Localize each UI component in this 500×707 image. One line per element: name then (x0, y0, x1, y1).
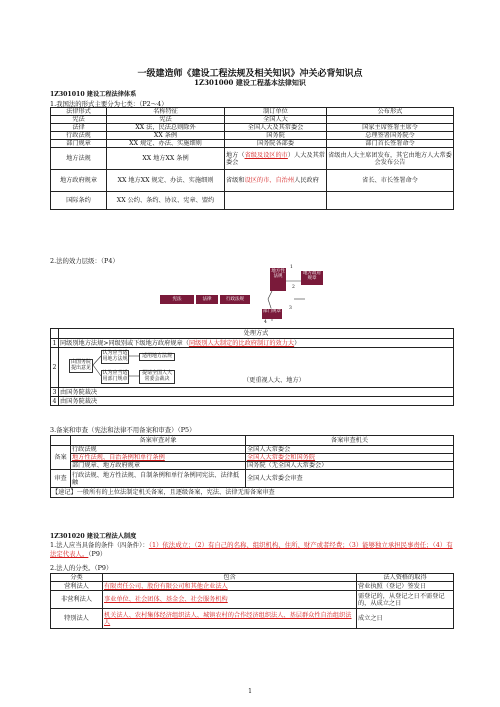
table-cell: 部门规章、地方政府规章 (71, 462, 246, 470)
diagram-box: 适用地方法规 (139, 353, 175, 361)
table-header: 制订单位 (225, 108, 327, 116)
hier-num-1: 1 (290, 265, 293, 270)
table-cell: 成立之日 (357, 609, 454, 629)
page-number: 1 (248, 688, 252, 695)
table-cell: 行政法规 (51, 132, 107, 140)
law-forms-table (50, 107, 454, 210)
red-highlight: （1）依法成立；（2）有自己的名称、组织机构、住所、财产或者经费；（3）能够独立承担民事责任；（4）有法定代表人。 (50, 541, 453, 558)
table-cell: 2 (51, 348, 59, 388)
table-cell: 1 (51, 339, 59, 348)
table-cell: 地方政府规章 (51, 170, 107, 192)
page-subtitle: 1Z301000 建设工程基本法律知识 (194, 78, 306, 87)
table-cell: 营利法人 (51, 582, 103, 591)
table-cell: 省长、市长签署命令 (327, 170, 454, 192)
table-cell (327, 192, 454, 210)
q-text: （P9） (88, 550, 107, 558)
diagram-box: 认为应当适用地方法规 (101, 350, 129, 364)
table-cell: 省级由人大主席团发布，其它由地方人大常委会发布公告 (327, 148, 454, 170)
table-cell (51, 329, 59, 339)
table-cell: 全国人大常委会审查 (246, 470, 454, 488)
question-1: 1.我国法的形式主要分为七类：（P2～4） (50, 100, 168, 108)
table-cell: 审查 (51, 470, 71, 488)
memo-note: 【速记】一般所有的上位法制定机关备案，且逐级备案，宪法、法律无需备案审查 (51, 488, 454, 498)
page-title: 一级建造师《建设工程法规及相关知识》冲关必背知识点 (137, 69, 363, 79)
table-cell: 省级和设区的市、自治州人民政府 (225, 170, 327, 192)
table-cell (225, 192, 327, 210)
table-cell: 特别法人 (51, 609, 103, 629)
table-cell: 全国人大常委会 (246, 446, 454, 454)
table-cell: 机关法人、农村集体经济组织法人、城镇农村的合作经济组织法人、基层群众性自治组织法人 (103, 609, 357, 629)
row-text: 同级别地方法规>同级别或下级地方政府规章（ (60, 339, 189, 347)
hier-local-gov-rule: 地方政府规章 (301, 271, 323, 285)
hier-law: 法律 (196, 295, 218, 304)
table-header: 备案审查机关 (246, 436, 454, 446)
hier-admin-reg: 行政法规 (220, 295, 250, 304)
table-cell: XX 法，民法总则除外 (107, 124, 225, 132)
table-cell: XX 规定、办法、实施细则 (107, 140, 225, 148)
hier-local-reg: 地方性法规 (270, 268, 286, 291)
conflict-handling-table (50, 328, 454, 406)
hier-constitution: 宪法 (160, 295, 194, 304)
table-cell: 国家主席签署主席令 (327, 124, 454, 132)
table-header: 包含 (103, 574, 357, 582)
table-cell: 由国务院裁决 (59, 397, 454, 406)
red-highlight: 设区的市、自治州 (244, 177, 295, 184)
table-cell: 国务院各部委 (225, 140, 327, 148)
section-heading-1: 1Z301010 建设工程法律体系 (50, 91, 137, 98)
table-cell: 3 (51, 388, 59, 397)
table-cell: 行政法规 (71, 446, 246, 454)
table-cell: XX 公约、条约、协议、宪章、盟约 (107, 192, 225, 210)
table-cell: 需登记的，从登记之日不需登记的，从成立之日 (357, 591, 454, 609)
table-cell: 部门首长签署命令 (327, 140, 454, 148)
hier-num-4: 4 (264, 320, 267, 325)
hier-num-3: 3 (289, 306, 292, 311)
table-cell: 宪法 (107, 116, 225, 124)
table-header: 法律形式 (51, 108, 107, 116)
table-cell: 非营利法人 (51, 591, 103, 609)
row-note: （更重视人大、地方） (243, 377, 305, 384)
legal-person-table (50, 573, 454, 629)
question-5: 2.法人的分类。（P9） (50, 564, 113, 572)
hier-num-2: 2 (292, 285, 295, 290)
table-cell: 地方（省级及设区的市）人大及其常委会 (225, 148, 327, 170)
section-heading-2: 1Z301020 建设工程法人制度 (50, 533, 137, 540)
table-header: 法人资格的取得 (357, 574, 454, 582)
table-cell: 备案 (51, 446, 71, 470)
hier-dept-rule: 部门规章 (262, 309, 282, 319)
table-header: 处理方式 (59, 329, 454, 339)
table-cell (59, 348, 454, 388)
table-cell: 4 (51, 397, 59, 406)
table-cell: 总理签署国务院令 (327, 132, 454, 140)
table-cell: 宪法 (51, 116, 107, 124)
table-header: 分类 (51, 574, 103, 582)
row-text: ） (294, 339, 301, 347)
filing-review-table (50, 435, 454, 498)
table-cell (327, 116, 454, 124)
question-4 (50, 541, 453, 559)
question-2: 2.法的效力层级：（P4） (50, 257, 119, 265)
diagram-box: 认为应当适用部门规章 (101, 370, 129, 384)
table-cell: 国务院 (225, 132, 327, 140)
table-cell: 国务院（无全国人大常委会） (246, 462, 454, 470)
q-text: 1.法人应当具备的条件（四条件）： (50, 541, 149, 549)
table-cell (51, 436, 71, 446)
table-header: 名称特征 (107, 108, 225, 116)
table-cell: XX 地方XX 条例 (107, 148, 225, 170)
question-3: 3.备案和审查（宪法和法律不用备案和审查）（P5） (50, 426, 196, 434)
table-cell (59, 339, 454, 348)
table-cell: 由国务院裁决 (59, 388, 454, 397)
table-cell: 国际条约 (51, 192, 107, 210)
table-cell: 全国人大及其常委会 (225, 124, 327, 132)
diagram-box: 提请全国人大常委会裁决 (139, 370, 175, 384)
diagram-arrows (59, 348, 189, 388)
red-highlight: 省级及设区的市 (244, 151, 288, 159)
table-cell: 地方性法规、自治条例和单行条例 (71, 454, 246, 462)
table-cell: 事业单位、社会团体、基金会、社会服务机构 (103, 591, 357, 609)
table-cell: 有限责任公司、股份有限公司和其他企业法人 (103, 582, 357, 591)
diagram-box: 由国务院提出意见 (69, 359, 93, 373)
table-header: 备案审查对象 (71, 436, 246, 446)
table-cell: 行政法规、地方性法规、自制条例和单行条例同宪法、法律抵触 (71, 470, 246, 488)
red-highlight: 同级别人大制定的比政府制订的效力大 (188, 339, 295, 347)
table-cell: 营业执照（登记）签发日 (357, 582, 454, 591)
table-cell: 部门规章 (51, 140, 107, 148)
table-cell: 地方法规 (51, 148, 107, 170)
table-header: 公布形式 (327, 108, 454, 116)
table-cell: 全国人大 (225, 116, 327, 124)
table-cell: XX 条例 (107, 132, 225, 140)
table-cell: 全国人大常委会和国务院 (246, 454, 454, 462)
table-cell: 法律 (51, 124, 107, 132)
table-cell: XX 地方XX 规定、办法、实施细则 (107, 170, 225, 192)
